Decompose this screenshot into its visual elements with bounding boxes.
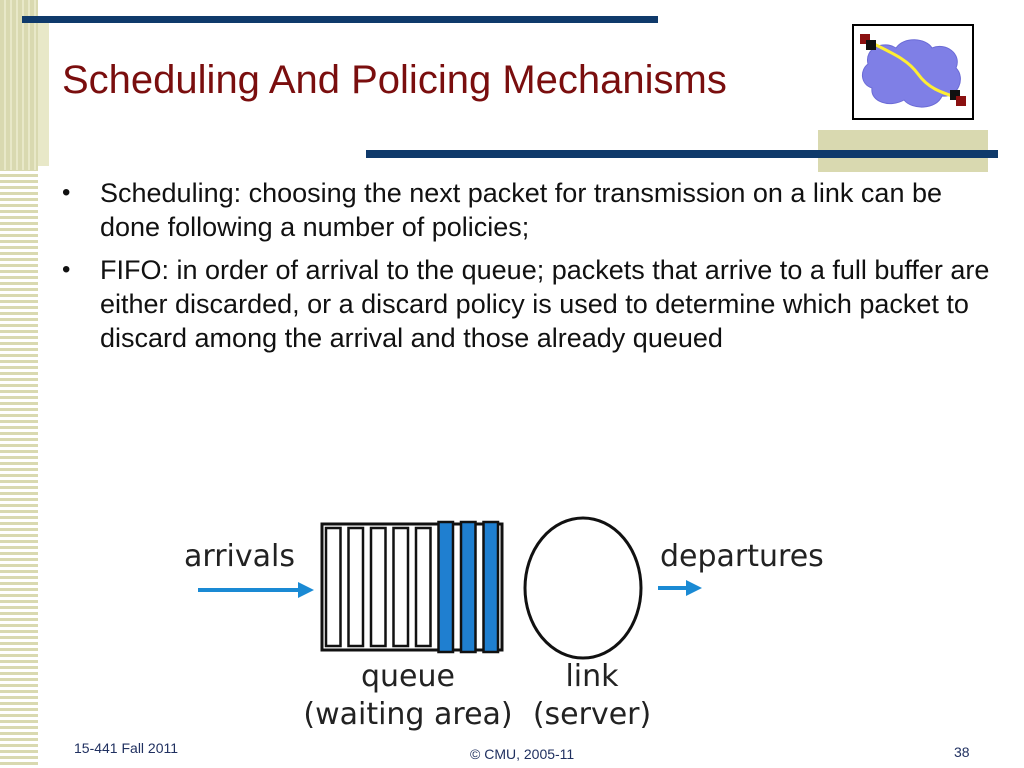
slide-title: Scheduling And Policing Mechanisms bbox=[62, 58, 727, 102]
empty-slot bbox=[394, 528, 409, 646]
title-underline-rule bbox=[366, 150, 998, 158]
bullet-item bbox=[62, 176, 1002, 244]
link-sublabel: (server) bbox=[532, 697, 652, 732]
top-rule bbox=[22, 16, 658, 23]
empty-slot bbox=[349, 528, 364, 646]
empty-slot bbox=[416, 528, 431, 646]
departures-arrow-head-icon bbox=[686, 580, 702, 596]
network-cloud-logo-icon bbox=[852, 24, 974, 120]
footer-course: 15-441 Fall 2011 bbox=[74, 740, 179, 756]
bullet-text: Scheduling: choosing the next packet for transmission on a link can be done following a number of policies; bbox=[100, 178, 942, 242]
empty-slot bbox=[371, 528, 386, 646]
bullet-text: FIFO: in order of arrival to the queue; packets that arrive to a full buffer are either discarded, or a discard policy is used to determine which packet to discard among the arrival and those already queued bbox=[100, 255, 990, 353]
arrivals-arrow-head-icon bbox=[298, 582, 314, 598]
bullet-list bbox=[62, 176, 1002, 364]
queue-buffer bbox=[322, 522, 502, 652]
left-stripe-accent bbox=[0, 0, 38, 170]
queue-label: queue bbox=[361, 659, 455, 694]
queue-sublabel: (waiting area) bbox=[303, 697, 513, 732]
footer-copyright: © CMU, 2005-11 bbox=[470, 746, 575, 762]
queued-packet bbox=[484, 522, 499, 652]
fifo-queue-diagram bbox=[170, 508, 830, 738]
departures-label: departures bbox=[660, 539, 824, 574]
empty-slot bbox=[326, 528, 341, 646]
bullet-glyph: • bbox=[62, 256, 71, 283]
link-server-circle bbox=[525, 518, 641, 658]
queue-diagram-svg bbox=[170, 508, 830, 738]
queued-packet bbox=[439, 522, 454, 652]
left-accent-panel bbox=[38, 16, 49, 166]
link-label: link bbox=[565, 659, 619, 694]
arrivals-label: arrivals bbox=[184, 539, 295, 574]
bullet-glyph: • bbox=[62, 179, 71, 206]
footer-page-number: 38 bbox=[954, 744, 970, 760]
bullet-item bbox=[62, 253, 1002, 355]
queued-packet bbox=[461, 522, 476, 652]
